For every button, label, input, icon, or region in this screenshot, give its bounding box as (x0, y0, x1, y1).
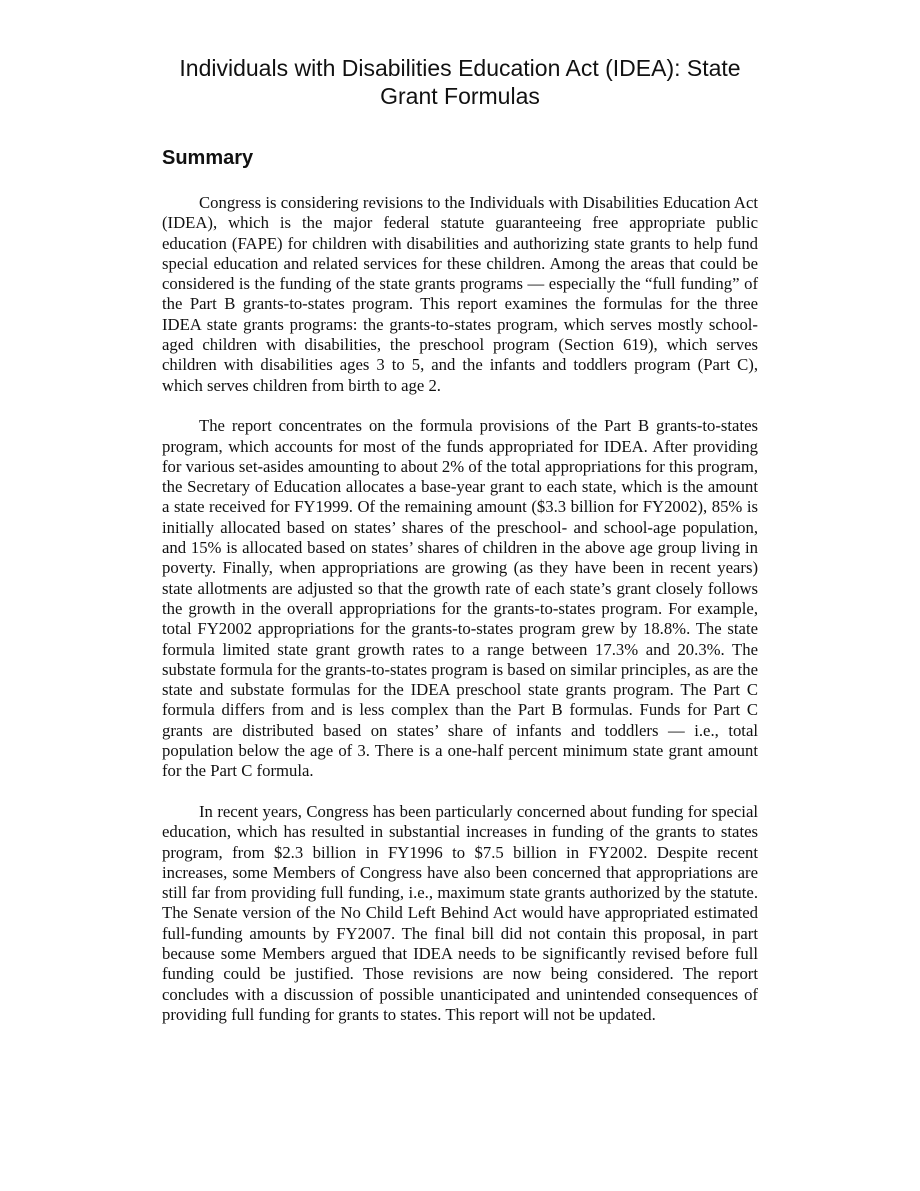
paragraph: Congress is considering revisions to the Individuals with Disabilities Education Act (IDEA), which is the major federal statute guaranteeing free appropriate public education (FAPE) for children with disabilities and authorizing state grants to help fund special education and related services for these children. Among the areas that could be considered is the funding of the state grants programs — especially the “full funding” of the Part B grants-to-states program. This report examines the formulas for the three IDEA state grants programs: the grants-to-states program, which serves mostly school-aged children with disabilities, the preschool program (Section 619), which serves children with disabilities ages 3 to 5, and the infants and toddlers program (Part C), which serves children from birth to age 2. (162, 193, 758, 395)
document-title: Individuals with Disabilities Education Act (IDEA): State Grant Formulas (179, 55, 741, 109)
paragraph: In recent years, Congress has been particularly concerned about funding for special education, which has resulted in substantial increases in funding of the grants to states program, from $2.3 billion in FY1996 to $7.5 billion in FY2002. Despite recent increases, some Members of Congress have also been concerned that appropriations are still far from providing full funding, i.e., maximum state grants authorized by the statute. The Senate version of the No Child Left Behind Act would have appropriated estimated full-funding amounts by FY2007. The final bill did not contain this proposal, in part because some Members argued that IDEA needs to be significantly revised before full funding could be justified. Those revisions are now being considered. The report concludes with a discussion of possible unanticipated and unintended consequences of providing full funding for grants to states. This report will not be updated. (162, 801, 758, 1024)
summary-body (162, 193, 758, 1045)
section-heading: Summary (162, 147, 254, 169)
paragraph: The report concentrates on the formula provisions of the Part B grants-to-states program, which accounts for most of the funds appropriated for IDEA. After providing for various set-asides amounting to about 2% of the total appropriations for this program, the Secretary of Education allocates a base-year grant to each state, which is the amount a state received for FY1999. Of the remaining amount ($3.3 billion for FY2002), 85% is initially allocated based on states’ shares of the preschool- and school-age population, and 15% is allocated based on states’ shares of children in the above age group living in poverty. Finally, when appropriations are growing (as they have been in recent years) state allotments are adjusted so that the growth rate of each state’s grant closely follows the growth in the overall appropriations for the grants-to-states program. For example, total FY2002 appropriations for the grants-to-states program grew by 18.8%. The state formula limited state grant growth rates to a range between 17.3% and 20.3%. The substate formula for the grants-to-states program is based on similar principles, as are the state and substate formulas for the IDEA preschool state grants program. The Part C formula differs from and is less complex than the Part B formulas. Funds for Part C grants are distributed based on states’ share of infants and toddlers — i.e., total population below the age of 3. There is a one-half percent minimum state grant amount for the Part C formula. (162, 416, 758, 781)
